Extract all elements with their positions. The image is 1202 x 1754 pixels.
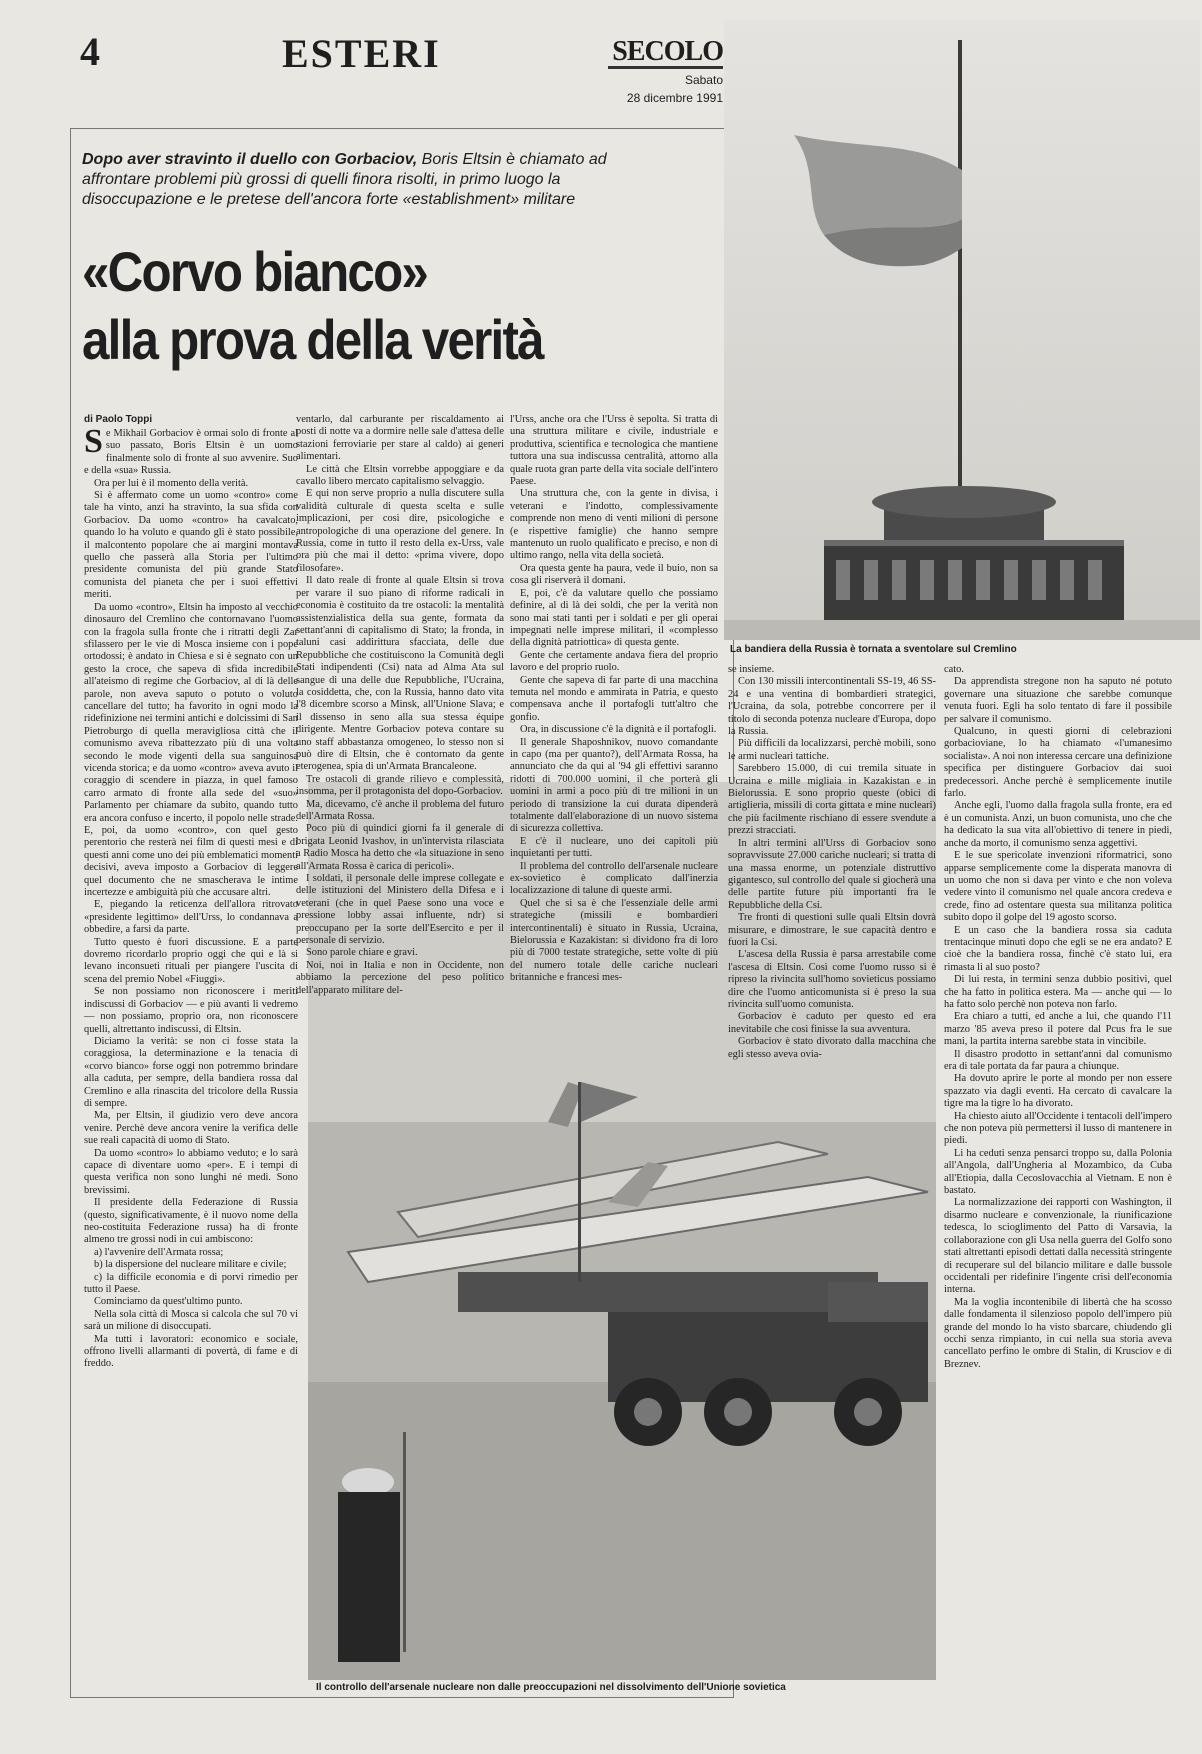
paragraph: Da apprendista stregone non ha saputo né potuto governare una situazione che sarebbe comunque venuta fuori. Egli ha solo tentato di fare il possibile per salvare il comunismo. <box>944 676 1172 725</box>
paragraph: Ora questa gente ha paura, vede il buio, non sa cosa gli riserverà il domani. <box>510 562 718 587</box>
paragraph: l'Urss, anche ora che l'Urss è sepolta. Si tratta di una struttura militare e civile, industriale e produttiva, scientifica e tecnologica che mantiene tuttora una sua indiscussa centralità, attorno alla quale ruota gran parte della vita sociale dell'intero Paese. <box>510 414 718 488</box>
article-deck <box>82 150 662 210</box>
paragraph: b) la dispersione del nucleare militare e civile; <box>94 1259 287 1271</box>
paragraph: Nella sola città di Mosca si calcola che sul 70 vi sarà un milione di disoccupati. <box>84 1308 298 1333</box>
paragraph: Con 130 missili intercontinentali SS-19, 46 SS-24 e una ventina di bombardieri strategici, l'Ucraina, da sola, potrebbe concorrere per il titolo di seconda potenza nucleare d'Europa, dopo la Russia. <box>728 676 936 738</box>
headline-line-2: alla prova della verità <box>82 308 543 371</box>
paragraph: Gorbaciov è caduto per questo ed era inevitabile che così finisse la sua avventura. <box>728 1011 936 1035</box>
paragraph: Le città che Eltsin vorrebbe appoggiare e da cavallo libero mercato capitalismo selvaggio. <box>296 463 504 488</box>
issue-date: 28 dicembre 1991 <box>626 91 723 105</box>
paragraph: E le sue spericolate invenzioni riformatrici, sono apparse semplicemente come la disperata manovra di un uomo che non si dava per vinto e che non voleva vedere vinto il comunismo nel quale ancora credeva e crede, fino ad ostentare questa sua militanza politica subito dopo il golpe del 19 agosto scorso. <box>944 850 1172 924</box>
top-photo-caption: La bandiera della Russia è tornata a sventolare sul Cremlino <box>730 644 1017 655</box>
paragraph: Gente che certamente andava fiera del proprio lavoro e del proprio ruolo. <box>510 649 718 674</box>
paragraph: Il dato reale di fronte al quale Eltsin si trova per varare il suo piano di riforme radicali in economia è costituito da tre ostacoli: la mentalità assistenzialistica della sua gente, formata da settant'anni di capitalismo di Stato; la fronda, in taluni casi addirittura sfacciata, delle due Repubbliche che costituiscono la Comunità degli Stati indipendenti (Csi) nata ad Alma Ata sul sangue di una delle due Repubbliche, l'Ucraina, la cosiddetta, che, con la Russia, hanno dato vita l'8 dicembre scorso a Minsk, all'Unione Slava; e il dissenso in seno alla sua stessa équipe dirigente. Mentre Gorbaciov poteva contare su uno staff abbastanza omogeneo, lo stesso non si può dire di Eltsin, che è contornato da gente eterogenea, spia di un'Armata Brancaleone. <box>296 575 504 773</box>
deck-rest: Boris Eltsin è chiamato ad affrontare problemi più grossi di quelli finora risolti, in primo luogo la disoccupazione e le pretese dell'ancora forte «establishment» militare <box>82 151 607 208</box>
article-column-1 <box>84 423 298 1692</box>
paragraph: Ma la voglia incontenibile di libertà che ha scosso dalle fondamenta il silenzioso popolo dell'impero più grande del mondo lo ha visto sbarcare, chiudendo gli occhi senza rimpianto, in cui nella sua storia aveva cancellato perfino le ombre di Stalin, di Krusciov e di Breznev. <box>944 1296 1172 1370</box>
paragraph: Gente che sapeva di far parte di una macchina temuta nel mondo e ammirata in Patria, e questo compensava anche il portafogli tutt'altro che gonfio. <box>510 674 718 723</box>
paragraph: se insieme. <box>728 664 775 675</box>
paragraph: Di lui resta, in termini senza dubbio positivi, quel che ha fatto in politica estera. Ma — anche qui — lo ha fatto solo perchè non poteva non farlo. <box>944 974 1172 1010</box>
paragraph: E c'è il nucleare, uno dei capitoli più inquietanti per tutti. <box>510 835 718 860</box>
byline: di Paolo Toppi <box>84 414 153 425</box>
paragraph: Il problema del controllo dell'arsenale nucleare ex-sovietico è complicato dall'inerzia localizzazione di talune di queste armi. <box>510 860 718 897</box>
paragraph: L'ascesa della Russia è parsa arrestabile come l'ascesa di Eltsin. Così come l'uomo russo si è ripreso la rivincita sull'homo sovieticus possiamo dire che l'uomo anticomunista si è preso la sua rivincita sull'uomo comunista. <box>728 949 936 1010</box>
paragraph: Ma, dicevamo, c'è anche il problema del futuro dell'Armata Rossa. <box>296 798 504 822</box>
paragraph: Ora per lui è il momento della verità. <box>94 477 249 489</box>
paragraph: Poco più di quindici giorni fa il generale di brigata Leonid Ivashov, in un'intervista rilasciata a Radio Mosca ha detto che «la situazione in seno all'Armata Rossa è carica di pericoli». <box>296 823 504 872</box>
newspaper-logo: SECOLO <box>608 38 723 69</box>
article-column-4 <box>728 664 936 1060</box>
paragraph: Sono parole chiare e gravi. <box>306 947 418 959</box>
paragraph: Tutto questo è fuori discussione. E a parte dovremo ricordarlo proprio oggi che qui e là si levano inconsueti rituali per piangere l'uscita di scena del premio Nobel «Fiuggi». <box>84 936 298 985</box>
paragraph: Il disastro prodotto in settant'anni dal comunismo era di tale portata da far paura a chiunque. <box>944 1048 1172 1072</box>
section-title: ESTERI <box>282 31 441 76</box>
paragraph: I soldati, il personale delle imprese collegate e delle istituzioni del Ministero della Difesa e i veterani (che in quel Paese sono una voce e pressione lobby assai influente, ndr) si preoccupano per la sorte dell'Esercito e per il personale di servizio. <box>296 873 504 947</box>
paragraph: Ma, per Eltsin, il giudizio vero deve ancora venire. Perchè deve ancora venire la verifica delle sue reali capacità di uomo di Stato. <box>84 1110 298 1147</box>
paragraph: La normalizzazione dei rapporti con Washington, il disarmo nucleare e convenzionale, la riunificazione tedesca, lo scioglimento del Patto di Varsavia, la collaborazione con gli Usa nella guerra del Golfo sono stati altrettanti episodi dettati dalla necessità stringente di recuperare sul del bilancio militare e dalle bussole occidentali per ridefinire l'ingente crisi dell'economia interna. <box>944 1197 1172 1296</box>
page-number: 4 <box>80 29 100 74</box>
paragraph: Era chiaro a tutti, ed anche a lui, che quando l'11 marzo '85 aveva preso il potere dal Pcus fra le sue mani, la partita interna sarebbe stata in vincibile. <box>944 1011 1172 1048</box>
paragraph: Una struttura che, con la gente in divisa, i veterani e l'indotto, complessivamente comprende non meno di venti milioni di persone (e rispettive famiglie) che hanno sempre mantenuto un ruolo qualificato e preciso, e non di ultimo rango, nella vita della società. <box>510 488 718 562</box>
paragraph: c) la difficile economia e di porvi rimedio per tutto il Paese. <box>84 1271 298 1296</box>
paragraph: Gorbaciov è stato divorato dalla macchina che egli stesso aveva ovia- <box>728 1036 936 1060</box>
paragraph: Tre ostacoli di grande rilievo e complessità, insomma, per il protagonista del dopo-Gorbaciov. <box>296 773 504 798</box>
paragraph-text: e Mikhail Gorbaciov è ormai solo di fronte al suo passato, Boris Eltsin è un uomo finalmente solo di fronte al suo avvenire. Suo e della «sua» Russia. <box>84 428 298 477</box>
paragraph: Tre fronti di questioni sulle quali Eltsin dovrà misurare, e dimostrare, le sue capacità dentro e fuori la Csi. <box>728 912 936 948</box>
headline-line-1: «Corvo bianco» <box>82 240 428 303</box>
paragraph: Da uomo «contro», Eltsin ha imposto al vecchio dinosauro del Cremlino che contornavano l'uomo con la fragola sulla fronte che i ritratti degli Zar sfilassero per le vie di Mosca insieme con i pope ortodossi; è andato in Chiesa e si è segnato con un gesto la croce, che sapeva di sfida incredibile all'ateismo di regime che Gorbaciov, al di là delle parole, non aveva saputo o potuto o voluto cancellare del tutto; ha favorito in ogni modo la ridefinizione nei termini antichi e dolcissimi di San Pietroburgo di quella meravigliosa città che il comunismo aveva ribattezzato più di una volta secondo le mode vigenti della sua sanguinosa vicenda storica; e da uomo «contro» aveva avuto il coraggio di scendere in piazza, in quel famoso carro armato di fronte alla sede del «suo» Parlamento per chiamare da subito, quando tutto era ancora confuso e incerto, il popolo nelle strade. E, poi, da uomo «contro», con quel gesto perentorio che resterà nei film di questi mesi e di questi anni come uno dei più emblematici momenti decisivi, aveva imposto a Gorbaciov di leggere quel documento che ne smascherava le intime incertezze e ambiguità più che accusare altri. <box>84 601 298 899</box>
paragraph <box>84 423 298 478</box>
paragraph: Qualcuno, in questi giorni di celebrazioni gorbacioviane, lo ha chiamato «l'umanesimo socialista». A noi non interessa cercare una definizione specifica per distinguere Gorbaciov dai suoi predecessori. Anche perchè è semplicemente inutile farlo. <box>944 726 1172 800</box>
deck-lead: Dopo aver stravinto il duello con Gorbaciov, <box>82 151 418 168</box>
paragraph: Diciamo la verità: se non ci fosse stata la coraggiosa, la determinazione e la tenacia di «corvo bianco» forse oggi non potremmo brindare alla caduta, per sempre, della bandiera rossa dal Cremlino e alla rinascita del tricolore della Russia di sempre. <box>84 1035 298 1109</box>
drop-cap: S <box>84 423 103 460</box>
paragraph: Li ha ceduti senza pensarci troppo su, dalla Polonia all'Angola, dall'Ungheria al Mozambico, da Cuba all'Etiopia, dalla Cecoslovacchia al Vietnam. E non è bastato. <box>944 1147 1172 1197</box>
paragraph: Il presidente della Federazione di Russia (questo, significativamente, è il nuovo nome della neo-costituita Federazione russa) ha di fronte almeno tre grossi nodi in cui ambiscono: <box>84 1197 298 1246</box>
paragraph: Ha dovuto aprire le porte al mondo per non essere spazzato via dagli eventi. Ha cercato di cavalcare la tigre ma la tigre lo ha divorato. <box>944 1073 1172 1110</box>
paragraph: Il generale Shaposhnikov, nuovo comandante in capo (ma per quanto?), dell'Armata Rossa, ha annunciato che da qui al '94 gli effettivi saranno ridotti di 700.000 uomini, il che porterà gli uomini in armi a poco più di tre milioni in un periodo di transizione la cui durata dipenderà totalmente dall'elaborazione di un nuovo sistema di sicurezza collettiva. <box>510 736 718 835</box>
paragraph: E, piegando la reticenza dell'allora ritrovato «presidente legittimo» dell'Urss, lo condannava a obbedire, a farsi da parte. <box>84 899 298 936</box>
paragraph: Sarebbero 15.000, di cui tremila situate in Ucraina e mille migliaia in Kazakistan e in Bielorussia. E sono proprio queste (obici di artiglieria, missili di corta gittata e mine nucleari) che più facilmente rischiano di essere svendute a prezzi stracciati. <box>728 763 936 837</box>
paragraph: cato. <box>944 664 964 675</box>
kremlin-flag-photo <box>724 20 1200 640</box>
paragraph: E qui non serve proprio a nulla discutere sulla validità culturale di questa scelta e sulle implicazioni, per così dire, psicologiche e antropologiche di una operazione del genere. In Russia, come in tutto il resto della ex-Urss, vale ora più che mai il detto: «prima vivere, dopo filosofare». <box>296 488 504 574</box>
article-headline <box>82 238 645 374</box>
paragraph: Da uomo «contro» lo abbiamo veduto; e lo sarà capace di diventare uomo «per». E i tempi di questa verifica non sono lunghi né medi. Sono brevissimi. <box>84 1147 298 1196</box>
paragraph: Ora, in discussione c'è la dignità e il portafogli. <box>520 724 717 736</box>
paragraph: E, poi, c'è da valutare quello che possiamo definire, al di là dei soldi, che per la verità non sono mai stati tanti per i soldati e per gli operai impegnati nelle imprese militari, il «complesso della dignità patriottica» di questa gente. <box>510 587 718 649</box>
paragraph: Se non possiamo non riconoscere i meriti indiscussi di Gorbaciov — e più avanti li vedremo — non possiamo, proprio ora, non riconoscere quelli, altrettanto indiscussi, di Eltsin. <box>84 986 298 1035</box>
paragraph: Più difficili da localizzarsi, perchè mobili, sono le armi nucleari tattiche. <box>728 738 936 762</box>
article-column-3 <box>510 414 718 984</box>
paragraph: In altri termini all'Urss di Gorbaciov sono sopravvissute 27.000 cariche nucleari; si tratta di una massa enorme, un potenziale distruttivo gigantesco, sul controllo del quale si giocherà una delle partite future più importanti fra le Repubbliche della Csi. <box>728 837 936 911</box>
paragraph: ventarlo, dal carburante per riscaldamento ai posti di notte va a dormire nelle sale d'attesa delle stazioni ferroviarie per stare al caldo) ai generi alimentari. <box>296 414 504 463</box>
paragraph: Si è affermato come un uomo «contro» come tale ha vinto, anzi ha stravinto, la sua sfida con Gorbaciov. Da uomo «contro» ha cavalcato, quando lo ha voluto e quando gli è stato possibile, il malcontento popolare che ai margini montava quello che passerà alla Storia per l'ultimo presidente comunista del più grande Stato comunista del pianeta che per i suoi effettivi meriti. <box>84 490 298 601</box>
bottom-photo-caption: Il controllo dell'arsenale nucleare non dalle preoccupazioni nel dissolvimento dell'Unione sovietica <box>316 1682 786 1693</box>
article-column-5 <box>944 664 1172 1694</box>
masthead <box>608 38 723 105</box>
paragraph: Noi, noi in Italia e non in Occidente, non abbiamo la percezione del peso politico dell'apparato militare del- <box>296 959 504 996</box>
paragraph: Anche egli, l'uomo dalla fragola sulla fronte, era ed è un comunista. Anzi, un buon comunista, uno che che ha dedicato la sua vita all'obiettivo di tenere in piedi, anche da morto, il comunismo senza aggettivi. <box>944 800 1172 849</box>
paragraph: Cominciamo da quest'ultimo punto. <box>94 1296 243 1308</box>
paragraph: Ma tutti i lavoratori: economico e sociale, offrono livelli allarmanti di povertà, di fame e di freddo. <box>84 1333 298 1370</box>
article-column-2 <box>296 414 504 996</box>
paragraph: Quel che si sa è che l'essenziale delle armi strategiche (missili e bombardieri intercontinentali) è situato in Russia, Ucraina, Bielorussia e Kazakistan: si dividono fra di loro più di 7000 testate strategiche, sette volte di più del numero totale delle cariche nucleari britanniche e francesi mes- <box>510 897 718 984</box>
paragraph: E un caso che la bandiera rossa sia caduta trentacinque minuti dopo che egli se ne era andato? E cioè che la bandiera rossa, finchè c'è stato lui, era rimasta lì al suo posto? <box>944 924 1172 973</box>
paragraph: Ha chiesto aiuto all'Occidente i tentacoli dell'impero che non poteva più permettersi il lusso di mantenere in piedi. <box>944 1110 1172 1147</box>
issue-day: Sabato <box>684 73 723 87</box>
paragraph: a) l'avvenire dell'Armata rossa; <box>94 1246 224 1258</box>
